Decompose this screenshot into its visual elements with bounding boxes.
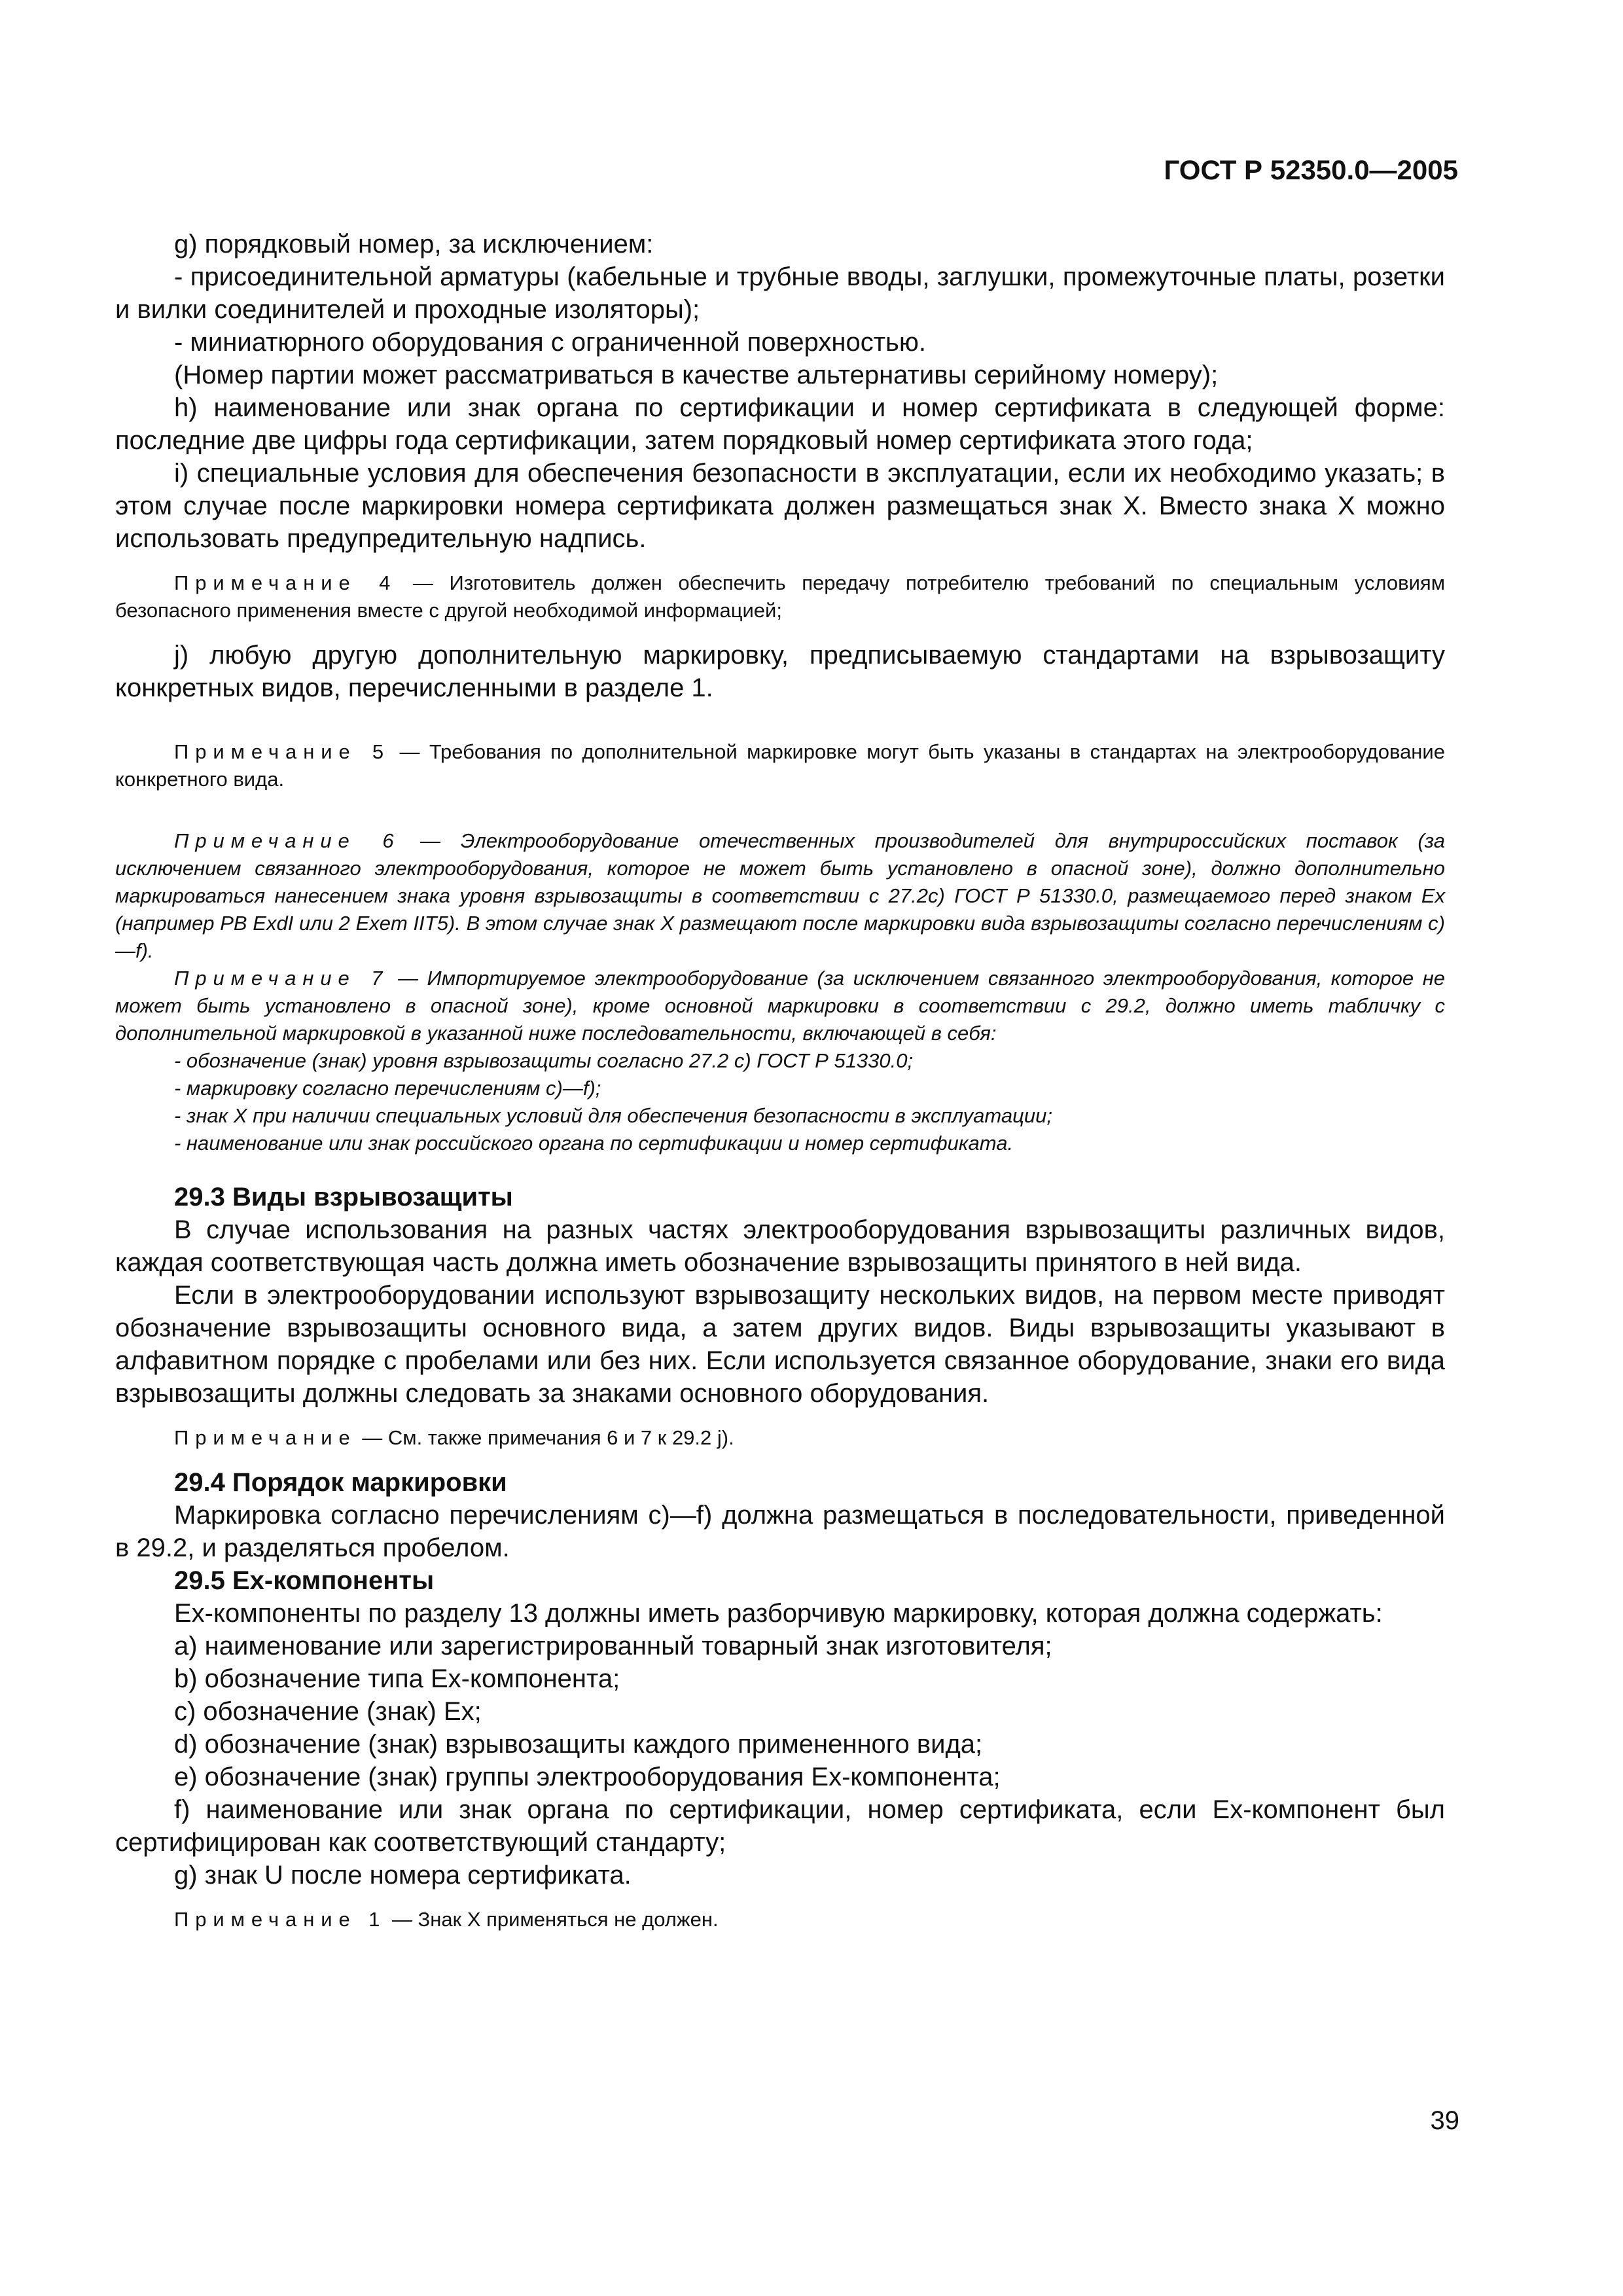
section-29-3-paragraph-2: Если в электрооборудовании используют взрывозащиту нескольких видов, на первом месте приводят обозначение взрывозащиты основного вида, а затем других видов. Виды взрывозащиты указывают в алфавитном порядке с пробелами или без них. Если используется связанное оборудование, знаки его вида взрывозащиты должны следовать за знаками основного оборудования. bbox=[115, 1281, 1445, 1408]
note-6 bbox=[115, 827, 1445, 965]
section-29-5-paragraph: Ex-компоненты по разделу 13 должны иметь разборчивую маркировку, которая должна содержать: bbox=[174, 1599, 1383, 1628]
standard-header: ГОСТ Р 52350.0—2005 bbox=[1164, 154, 1458, 185]
section-29-3-note bbox=[115, 1424, 1445, 1452]
paragraph-exception-2: - миниатюрного оборудования с ограниченной поверхностью. bbox=[174, 328, 926, 357]
section-29-5-item: g) знак U после номера сертификата. bbox=[174, 1861, 632, 1890]
note-4 bbox=[115, 569, 1445, 624]
note-4-label: Примечание 4 bbox=[174, 571, 397, 594]
section-29-5-item: a) наименование или зарегистрированный товарный знак изготовителя; bbox=[174, 1632, 1052, 1660]
note-7-item: - обозначение (знак) уровня взрывозащиты согласно 27.2 c) ГОСТ Р 51330.0; bbox=[174, 1049, 914, 1072]
section-29-5-item: f) наименование или знак органа по сертификации, номер сертификата, если Ex-компонент был сертифицирован как соответствующий стандарту; bbox=[115, 1795, 1445, 1857]
page-number: 39 bbox=[1430, 2106, 1459, 2135]
section-29-4-heading: 29.4 Порядок маркировки bbox=[174, 1468, 507, 1497]
section-29-5-item: b) обозначение типа Ex-компонента; bbox=[174, 1664, 620, 1693]
note-5 bbox=[115, 738, 1445, 793]
section-29-5-note-label: Примечание 1 bbox=[174, 1908, 387, 1931]
section-29-5-item: c) обозначение (знак) Ex; bbox=[174, 1697, 482, 1726]
section-29-4-paragraph: Маркировка согласно перечислениям c)—f) должна размещаться в последовательности, приведенной в 29.2, и разделяться пробелом. bbox=[115, 1501, 1445, 1562]
section-29-5-note bbox=[115, 1906, 1445, 1933]
note-7-item: - наименование или знак российского органа по сертификации и номер сертификата. bbox=[174, 1132, 1014, 1155]
paragraph-i: i) специальные условия для обеспечения безопасности в эксплуатации, если их необходимо указать; в этом случае после маркировки номера сертификата должен размещаться знак X. Вместо знака X можно использовать предупредительную надпись. bbox=[115, 459, 1445, 553]
section-29-3-note-text: — См. также примечания 6 и 7 к 29.2 j). bbox=[356, 1426, 734, 1449]
note-7-item: - знак X при наличии специальных условий для обеспечения безопасности в эксплуатации; bbox=[174, 1104, 1052, 1127]
note-7 bbox=[115, 965, 1445, 1047]
page-content bbox=[115, 228, 1445, 1933]
section-29-5-item: d) обозначение (знак) взрывозащиты каждого примененного вида; bbox=[174, 1730, 983, 1759]
section-29-3-heading: 29.3 Виды взрывозащиты bbox=[174, 1183, 513, 1211]
note-7-label: Примечание 7 bbox=[174, 967, 389, 990]
note-6-label: Примечание 6 bbox=[174, 829, 401, 852]
paragraph-g: g) порядковый номер, за исключением: bbox=[174, 230, 654, 259]
paragraph-h: h) наименование или знак органа по сертификации и номер сертификата в следующей форме: последние две цифры года сертификации, затем порядковый номер сертификата этого года; bbox=[115, 393, 1445, 455]
note-4-text: — Изготовитель должен обеспечить передачу потребителю требований по специальным условиям безопасного применения вместе с другой необходимой информацией; bbox=[115, 571, 1446, 622]
note-7-item: - маркировку согласно перечислениям c)—f); bbox=[174, 1077, 601, 1100]
section-29-5-note-text: — Знак X применяться не должен. bbox=[386, 1908, 719, 1931]
note-5-label: Примечание 5 bbox=[174, 740, 391, 763]
section-29-5-heading: 29.5 Ex-компоненты bbox=[174, 1566, 435, 1595]
note-7-text: — Импортируемое электрооборудование (за исключением связанного электрооборудования, которое не может быть установлено в опасной зоне), кроме основной маркировки в соответствии с 29.2, должно иметь табличку с дополнительной маркировкой в указанной ниже последовательности, включающей в себя: bbox=[115, 967, 1445, 1045]
section-29-3-paragraph-1: В случае использования на разных частях электрооборудования взрывозащиты различных видов, каждая соответствующая часть должна иметь обозначение взрывозащиты принятого в ней вида. bbox=[115, 1215, 1445, 1277]
note-5-text: — Требования по дополнительной маркировке могут быть указаны в стандартах на электрооборудование конкретного вида. bbox=[115, 740, 1445, 791]
paragraph-batch-number: (Номер партии может рассматриваться в качестве альтернативы серийному номеру); bbox=[174, 361, 1219, 389]
paragraph-exception-1: - присоединительной арматуры (кабельные и трубные вводы, заглушки, промежуточные платы, розетки и вилки соединителей и проходные изоляторы); bbox=[115, 262, 1445, 324]
section-29-3-note-label: Примечание bbox=[174, 1426, 357, 1449]
section-29-5-item: e) обозначение (знак) группы электрооборудования Ex-компонента; bbox=[174, 1763, 1001, 1791]
paragraph-j: j) любую другую дополнительную маркировку, предписываемую стандартами на взрывозащиту конкретных видов, перечисленными в разделе 1. bbox=[115, 641, 1445, 702]
note-6-text: — Электрооборудование отечественных производителей для внутрироссийских поставок (за исключением связанного электрооборудования, которое не может быть установлено в опасной зоне), должно дополнительно маркироваться нанесением знака уровня взрывозащиты в соответствии с 27.2c) ГОСТ Р 51330.0, размещаемого перед знаком Ex (например PB ExdI или 2 Exem IIT5). В этом случае знак X размещают после маркировки вида взрывозащиты согласно перечислениям c)—f). bbox=[115, 829, 1445, 962]
